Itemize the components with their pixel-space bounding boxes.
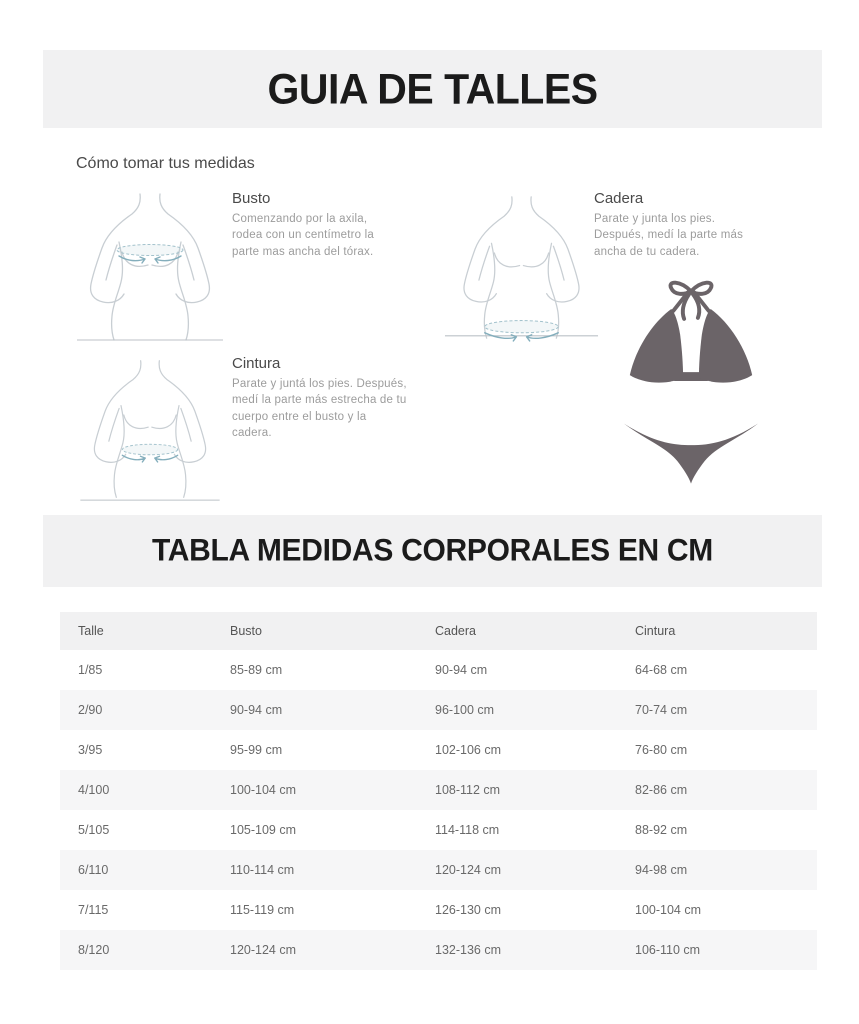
cell-busto: 105-109 cm [230,823,297,837]
bust-section [232,190,404,260]
table-banner [43,515,822,587]
cell-talle: 3/95 [78,743,103,757]
cell-cintura: 94-98 cm [635,863,688,877]
size-table [60,612,817,970]
cell-talle: 2/90 [78,703,103,717]
cell-busto: 85-89 cm [230,663,283,677]
bust-title: Busto [232,190,271,207]
bust-figure-illustration [75,190,225,345]
cell-cadera: 102-106 cm [435,743,502,757]
title-banner [43,50,822,128]
table-banner-title: TABLA MEDIDAS CORPORALES EN CM [151,533,713,568]
bikini-illustration [617,272,765,492]
cell-talle: 5/105 [78,823,110,837]
table-row [60,930,817,970]
cell-cintura: 88-92 cm [635,823,688,837]
cell-cintura: 100-104 cm [635,903,702,917]
cell-busto: 95-99 cm [230,743,283,757]
column-header-talle: Talle [78,624,104,638]
cell-busto: 100-104 cm [230,783,297,797]
cell-busto: 120-124 cm [230,943,297,957]
cell-busto: 115-119 cm [230,903,295,917]
how-to-heading: Cómo tomar tus medidas [76,155,255,172]
cell-cadera: 120-124 cm [435,863,502,877]
table-row [60,810,817,850]
page-title: GUIA DE TALLES [267,64,598,113]
waist-description: Parate y juntá los pies. Después, medí la parte más estrecha de tu cuerpo entre el busto y la cadera. [232,378,407,439]
cell-cintura: 106-110 cm [635,943,701,957]
hip-description: Parate y junta los pies. Después, medí la parte más ancha de tu cadera. [594,213,744,258]
cell-cintura: 76-80 cm [635,743,688,757]
cell-cadera: 96-100 cm [435,703,495,717]
cell-cintura: 82-86 cm [635,783,688,797]
bust-description: Comenzando por la axila, rodea con un centímetro la parte mas ancha del tórax. [232,213,375,258]
hip-title: Cadera [594,190,644,207]
cell-cadera: 90-94 cm [435,663,488,677]
waist-figure-illustration [75,357,225,502]
waist-title: Cintura [232,355,281,372]
table-row [60,890,817,930]
hip-figure-illustration [443,193,600,343]
table-row [60,690,817,730]
cell-talle: 6/110 [78,863,109,877]
table-row [60,650,817,690]
hip-section [594,190,766,260]
table-row [60,730,817,770]
cell-talle: 4/100 [78,783,110,797]
cell-talle: 8/120 [78,943,110,957]
cell-cadera: 126-130 cm [435,903,502,917]
cell-busto: 110-114 cm [230,863,295,877]
cell-cadera: 108-112 cm [435,783,501,797]
table-header-row [60,612,817,650]
cell-cintura: 70-74 cm [635,703,688,717]
column-header-busto: Busto [230,624,262,638]
table-row [60,770,817,810]
cell-talle: 1/85 [78,663,103,677]
waist-section [232,355,407,441]
table-row [60,850,817,890]
cell-talle: 7/115 [78,903,109,917]
column-header-cadera: Cadera [435,624,476,638]
column-header-cintura: Cintura [635,624,676,638]
cell-cadera: 114-118 cm [435,823,500,837]
cell-busto: 90-94 cm [230,703,283,717]
cell-cintura: 64-68 cm [635,663,688,677]
cell-cadera: 132-136 cm [435,943,502,957]
